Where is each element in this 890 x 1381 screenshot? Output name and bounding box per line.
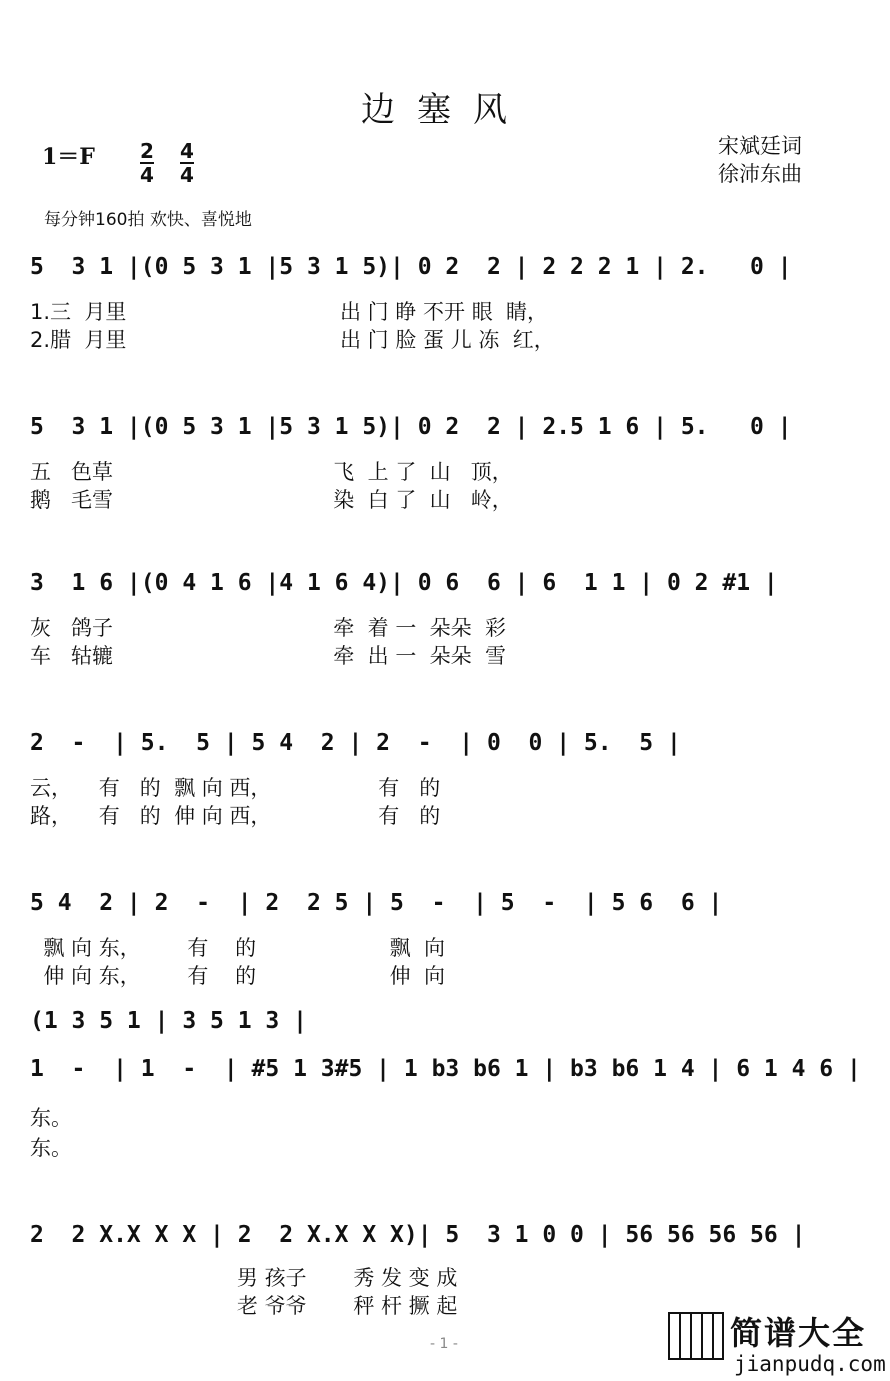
lyrics-verse-2: 路， 有 的 伸 向 西， 有 的 (30, 804, 441, 828)
time-signature-numerator: 2 (140, 139, 154, 163)
lyrics-verse-1: 男 孩子 秀 发 变 成 (30, 1266, 458, 1290)
time-signature-numerator: 4 (180, 139, 194, 163)
notation-line: 5 3 1 |(0 5 3 1 |5 3 1 5)| 0 2 2 | 2.5 1 6 | 5. 0 | (30, 414, 792, 440)
logo-name: 简谱大全 (730, 1314, 867, 1352)
credits (718, 132, 802, 188)
lyrics-verse-1: 云， 有 的 飘 向 西， 有 的 (30, 776, 441, 800)
notation-line: 2 2 X.X X X | 2 2 X.X X X)| 5 3 1 0 0 | 56 56 56 56 | (30, 1222, 806, 1248)
score-system-6 (30, 1008, 861, 1160)
lyrics-verse-1: 飘 向 东， 有 的 飘 向 (30, 936, 445, 960)
lyrics-verse-2: 老 爷爷 秤 杆 撅 起 (30, 1294, 458, 1318)
score-system-4 (30, 724, 840, 834)
piano-keys-icon (668, 1312, 724, 1360)
lyricist: 宋斌廷词 (718, 134, 802, 158)
time-signature-4-4 (180, 140, 194, 186)
notation-line: 1 - | 1 - | #5 1 3#5 | 1 b3 b6 1 | b3 b6 1 4 | 6 1 4 6 | (30, 1056, 861, 1082)
key-signature: 1＝F (42, 144, 95, 170)
notation-line: 5 4 2 | 2 - | 2 2 5 | 5 - | 5 - | 5 6 6 | (30, 890, 723, 916)
notation-line: 3 1 6 |(0 4 1 6 |4 1 6 4)| 0 6 6 | 6 1 1 | 0 2 #1 | (30, 570, 778, 596)
song-title: 边塞风 (361, 90, 529, 130)
score-system-1 (30, 248, 840, 358)
time-signature-denominator: 4 (140, 163, 154, 187)
upper-notation-line: (1 3 5 1 | 3 5 1 3 | (30, 1008, 307, 1034)
lyrics-verse-2: 鹅 毛雪 染 白 了 山 岭， (30, 488, 513, 512)
score-system-2 (30, 408, 840, 518)
lyrics-verse-2: 2.腊 月里 出 门 脸 蛋 儿 冻 红， (30, 328, 555, 352)
lyrics-verse-1: 东。 (30, 1106, 72, 1130)
lyrics-verse-1: 灰 鸽子 牵 着 一 朵朵 彩 (30, 616, 507, 640)
time-signature-2-4 (140, 140, 154, 186)
lyrics-verse-1: 1.三 月里 出 门 睁 不开 眼 睛， (30, 300, 549, 324)
lyrics-verse-2: 东。 (30, 1136, 72, 1160)
notation-line: 5 3 1 |(0 5 3 1 |5 3 1 5)| 0 2 2 | 2 2 2 1 | 2. 0 | (30, 254, 792, 280)
lyrics-verse-1: 五 色草 飞 上 了 山 顶， (30, 460, 513, 484)
time-signature-denominator: 4 (180, 163, 194, 187)
composer: 徐沛东曲 (718, 162, 802, 186)
page-number: - 1 - (430, 1336, 458, 1352)
score-system-7 (30, 1216, 840, 1316)
notation-line: 2 - | 5. 5 | 5 4 2 | 2 - | 0 0 | 5. 5 | (30, 730, 681, 756)
score-system-5 (30, 884, 840, 994)
score-system-3 (30, 564, 840, 674)
tempo-marking: 每分钟160拍 欢快、喜悦地 (44, 210, 252, 230)
lyrics-verse-2: 伸 向 东， 有 的 伸 向 (30, 964, 445, 988)
lyrics-verse-2: 车 轱辘 牵 出 一 朵朵 雪 (30, 644, 507, 668)
logo-url: jianpudq.com (734, 1352, 886, 1376)
site-logo[interactable] (668, 1308, 890, 1381)
